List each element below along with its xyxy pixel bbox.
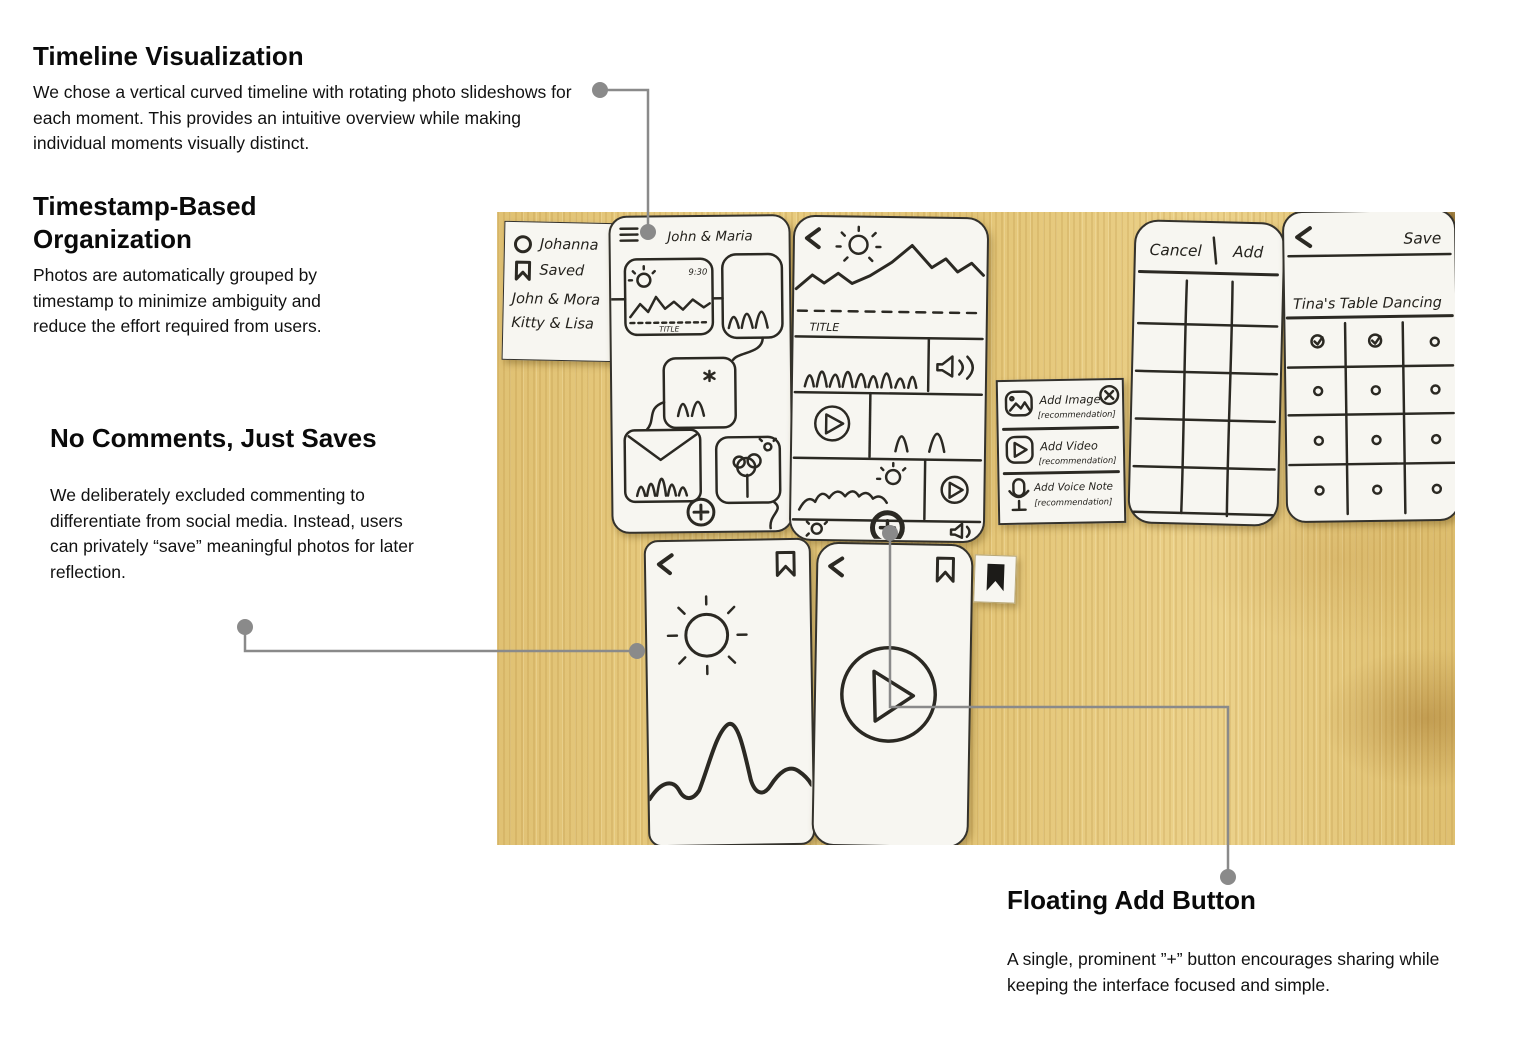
annotation-body: We chose a vertical curved timeline with rotating photo slideshows for each moment. This provides an intuitive overview while making individual moments visually distinct. [33,82,572,153]
sun-icon [637,274,650,287]
play-triangle [950,483,963,498]
annotation-body: Photos are automatically grouped by timestamp to minimize ambiguity and reduce the effort required from users. [33,265,322,336]
cell-divider [870,393,871,457]
speaker-icon [937,356,973,378]
timeline-curve [770,502,778,528]
play-icon [841,647,936,742]
photo-select-circle [1431,338,1439,346]
play-triangle [1015,443,1027,457]
moment-time-label: 9:30 [688,266,708,277]
sun-icon [849,236,867,254]
grid-horizontal-lines [1288,365,1454,465]
bookmark-icon [777,552,794,575]
back-icon [830,558,842,575]
timeline-curve [646,402,664,430]
header-line [1139,272,1277,275]
moment-card-group [664,358,736,428]
add-voice-sub: [recommendation] [1034,496,1113,508]
asterisk-sketch [704,371,714,381]
sticky-bookmark [973,554,1017,603]
mountains-sketch [796,244,984,291]
photo-select-circle [1372,386,1380,394]
annotation-body: A single, prominent ”+” button encourages sharing while keeping the interface focused and simple. [1007,949,1440,995]
prototype-video-view-screen [811,542,973,845]
prototype-moment-detail-screen [789,215,990,544]
check-mark [1314,337,1322,344]
mic-icon-stand [1010,491,1029,510]
annotation-title: Timestamp-Based Organization [33,191,257,254]
annotation-body: We deliberately excluded commenting to differentiate from social media. Instead, users can privately “save” meaningful photos for later reflection. [50,485,414,582]
photo-select-circle [1431,385,1439,393]
photo-select-circle [1432,435,1440,443]
annotation-no-comments [50,422,435,585]
sun-icon [812,524,822,534]
bookmark-icon [512,259,532,281]
sticky-label: Saved [539,262,585,280]
connector-dot [1220,869,1236,885]
photo-select-circle [1433,485,1441,493]
connector-dot [237,619,253,635]
profile-circle-icon [513,234,533,254]
photo-select-circle [1315,437,1323,445]
add-image-sub: [recommendation] [1037,408,1116,420]
crowd-sketch [637,478,687,495]
dashed-divider [798,311,981,314]
menu-divider [1004,427,1118,429]
photo-select-circle [1372,436,1380,444]
sticky-label: John & Mora [511,290,601,309]
prototype-photo-grid-screen [1127,219,1285,527]
people-sketch [729,312,768,328]
plus-icon [694,505,708,519]
annotation-timeline-visualization [33,40,581,157]
photo-select-circle [1373,486,1381,494]
photo-select-circle [1314,387,1322,395]
bookmark-filled-icon [987,564,1005,592]
detail-title-label: TITLE [809,320,840,335]
people-sketch [678,402,704,416]
menu-divider [1004,472,1118,474]
save-button-label: Save [1403,229,1442,248]
timeline-connector-sketch [611,298,722,299]
cell-divider [924,460,925,520]
hamburger-menu-icon [620,229,637,241]
play-triangle [873,671,914,721]
mountain-sketch [649,723,812,800]
sun-rays [836,227,880,261]
image-icon-mountains [1010,402,1030,410]
timeline-curve [733,338,763,360]
play-icon [1007,437,1033,463]
add-video-sub: [recommendation] [1038,454,1117,467]
cell-divider [928,338,929,391]
sun-icon [686,614,728,656]
play-triangle [826,414,843,433]
add-button-label: Add [1232,242,1264,262]
back-icon [807,229,819,247]
prototype-photo-view-screen [644,538,816,845]
add-voice-label: Add Voice Note [1033,480,1114,494]
add-video-label: Add Video [1040,439,1098,454]
prototype-add-menu-card [996,378,1127,525]
grid-horizontal-lines [1133,323,1279,515]
image-icon [1006,391,1032,415]
sticky-note-legend [502,221,619,362]
sun-rays [667,596,747,675]
crowd-sketch [805,371,917,387]
close-icon-x [1105,391,1113,399]
sun-icon [764,443,771,450]
tent-sketch [629,435,697,461]
header-divider [1213,238,1217,264]
cancel-button-label: Cancel [1149,240,1202,261]
mic-icon [1013,479,1024,496]
bookmark-icon [937,558,953,581]
connector-timeline [600,90,648,232]
title-line [1287,316,1452,318]
people-sketch [895,433,944,452]
annotation-timestamp-organization [33,190,378,340]
photo-select-circle [1316,486,1324,494]
moment-title-label: Tina's Table Dancing [1292,294,1442,313]
speaker-icon [951,524,970,538]
image-icon-dot [1010,397,1013,400]
grid-vertical-lines [1181,281,1233,516]
annotation-title: No Comments, Just Saves [50,423,377,453]
sticky-label: Kitty & Lisa [511,314,595,333]
prototype-timeline-screen [608,214,793,534]
dashed-divider [630,322,709,323]
annotation-title: Floating Add Button [1007,885,1256,915]
annotation-floating-add [1007,884,1457,998]
sun-icon [886,470,900,484]
mountains-sketch [799,491,887,511]
prototype-save-screen [1282,212,1455,523]
header-line [1288,254,1450,256]
check-mark [1372,337,1380,344]
back-icon [659,555,672,573]
timeline-header-label: John & Maria [667,229,753,246]
prototype-photo [497,212,1455,845]
moment-title-label: TITLE [659,324,680,334]
connector-dot [592,82,608,98]
sticky-label: Johanna [539,236,599,254]
mountains-sketch [630,296,710,317]
back-icon [1297,228,1310,246]
annotation-title: Timeline Visualization [33,41,304,71]
add-image-label: Add Image [1039,393,1101,408]
plus-icon [880,521,894,535]
